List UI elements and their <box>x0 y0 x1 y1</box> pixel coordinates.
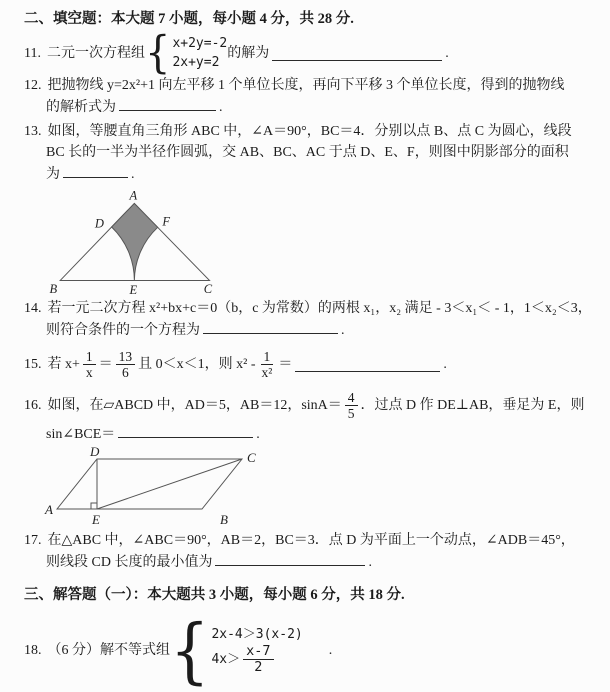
question-15-pre: 若 x+ <box>47 356 80 372</box>
brace-glyph: { <box>144 27 171 78</box>
shaded-region <box>112 203 158 280</box>
question-15 <box>24 344 594 384</box>
answer-blank-q16 <box>118 423 253 438</box>
question-13-line1: 如图，等腰直角三角形 ABC 中，∠A＝90°，BC＝4．分别以点 B、点 C 为圆心，线段 <box>47 124 572 139</box>
vertex-label-e: E <box>92 512 100 527</box>
parallelogram-outline <box>57 459 242 509</box>
question-14-number: 14. <box>24 301 42 316</box>
question-17-line1: 在△ABC 中，∠ABC＝90°，AB＝2，BC＝3．点 D 为平面上一个动点，∠ADB＝45°， <box>47 533 575 548</box>
answer-blank-q14 <box>203 319 338 334</box>
question-12-tail: . <box>219 100 223 115</box>
fraction-x-minus-7-over-2: $\frac{x-7}{2}$ <box>243 644 273 675</box>
fig-parallelogram <box>44 447 284 527</box>
fraction-1-over-x-squared: $\frac{1}{\text{x²}}$ <box>261 348 273 380</box>
fig-isosceles-right-triangle <box>44 187 244 295</box>
question-11 <box>24 27 594 78</box>
question-13-tail: . <box>131 167 135 182</box>
question-16-line2: sin∠BCE＝ <box>46 427 116 442</box>
vertex-label-b: B <box>49 282 58 295</box>
question-13-line2: BC 长的一半为半径作圆弧，交 AB、BC、AC 于点 D、E、F，则图中阴影部分的面积 <box>46 145 569 160</box>
question-11-number: 11. <box>24 45 41 61</box>
q11-equation-2: 2x+y=2 <box>172 55 220 70</box>
question-16-number: 16. <box>24 397 42 413</box>
vertex-label-a: A <box>45 502 53 517</box>
section2-title: 二、填空题：本大题 7 小题，每小题 4 分，共 28 分. <box>24 11 354 27</box>
question-13-line3: 为 <box>46 167 60 182</box>
question-16-tail: . <box>256 427 260 442</box>
question-17-tail: . <box>368 555 372 570</box>
question-14-line1: 若一元二次方程 x²+bx+c＝0（b，c 为常数）的两根 x₁，x₂ 满足 - 3＜x₁＜ - 1，1＜x₂＜3， <box>47 301 592 316</box>
question-16-post: ．过点 D 作 DE⊥AB，垂足为 E，则 <box>360 397 585 413</box>
answer-blank-q11 <box>272 46 442 61</box>
question-15-mid: 且 0＜x＜1，则 x² - <box>138 356 256 372</box>
question-12-number: 12. <box>24 78 42 93</box>
question-11-tail: . <box>445 45 449 61</box>
q18-inequality-1: 2x-4＞3(x-2) <box>211 627 303 642</box>
question-17-number: 17. <box>24 533 42 548</box>
right-angle-mark <box>91 503 97 509</box>
fraction-4-over-5: $\frac{4}{5}$ <box>345 390 358 421</box>
answer-blank-q15 <box>295 357 440 372</box>
question-12-line2: 的解析式为 <box>46 100 116 115</box>
question-13 <box>24 121 594 295</box>
answer-blank-q17 <box>215 551 365 566</box>
question-12-line1: 把抛物线 y=2x²+1 向左平移 1 个单位长度，再向下平移 3 个单位长度，得到的抛物线 <box>47 78 565 93</box>
brace-glyph: { <box>170 608 210 692</box>
question-18 <box>24 610 594 690</box>
question-13-number: 13. <box>24 124 42 139</box>
fraction-1-over-x: $\frac{1}{x}$ <box>83 349 96 380</box>
question-15-eq1: ＝ <box>98 356 113 372</box>
question-15-eq2: ＝ <box>278 356 293 372</box>
question-11-mid: 的解为 <box>227 45 270 61</box>
question-14 <box>24 298 594 341</box>
q11-equation-1: x+2y=-2 <box>172 36 228 51</box>
vertex-label-b: B <box>220 512 228 527</box>
question-18-pre: （6 分）解不等式组 <box>47 642 170 658</box>
question-17 <box>24 530 594 573</box>
vertex-label-c: C <box>247 450 256 465</box>
question-18-number: 18. <box>24 642 42 658</box>
question-16 <box>24 387 594 527</box>
fraction-13-over-6: $\frac{13}{6}$ <box>116 349 136 380</box>
question-12 <box>24 75 594 118</box>
answer-blank-q12 <box>119 96 216 111</box>
section3-title: 三、解答题（一）：本大题共 3 小题，每小题 6 分，共 18 分. <box>24 587 405 603</box>
vertex-label-f: F <box>162 214 170 229</box>
vertex-label-d: D <box>94 216 104 231</box>
question-15-number: 15. <box>24 356 42 372</box>
question-18-tail: . <box>328 642 333 658</box>
q18-inequality-2: 4x＞ $\frac{x-7}{2}$ <box>211 644 302 675</box>
equation-system-q11 <box>144 27 228 78</box>
question-16-pre: 如图，在▱ABCD 中，AD＝5，AB＝12，sinA＝ <box>47 397 342 413</box>
vertex-label-c: C <box>203 282 213 295</box>
inequality-system-q18 <box>170 608 303 692</box>
vertex-label-e: E <box>129 283 138 295</box>
question-14-tail: . <box>341 323 345 338</box>
question-11-lead: 二元一次方程组 <box>46 45 145 61</box>
vertex-label-a: A <box>129 188 138 203</box>
question-14-line2: 则符合条件的一个方程为 <box>46 323 200 338</box>
answer-blank-q13 <box>63 163 128 178</box>
vertex-label-d: D <box>90 447 100 459</box>
question-17-line2: 则线段 CD 长度的最小值为 <box>46 555 213 570</box>
segment-ec <box>97 459 242 509</box>
question-15-tail: . <box>443 356 447 372</box>
